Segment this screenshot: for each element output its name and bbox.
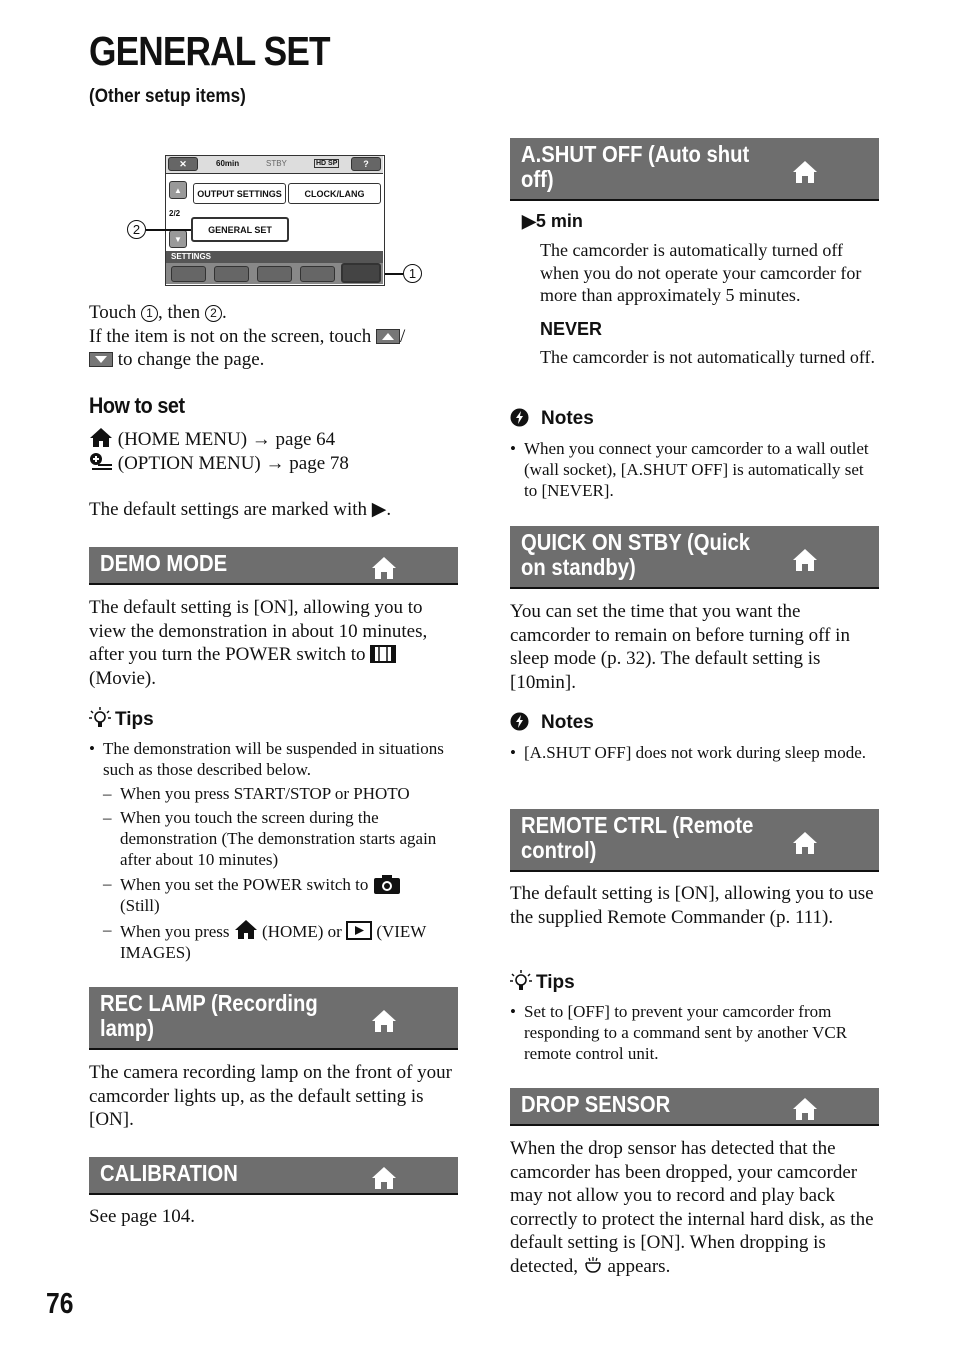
demo-sub-2: – When you touch the screen during the demonstration (The demonstration starts again after about 10 minutes) (103, 807, 457, 870)
touch-instruction (89, 301, 459, 325)
a-shut-off-notes-heading-row (510, 408, 594, 430)
home-icon (371, 555, 397, 581)
demo-sub-3: – When you set the POWER switch to (Still) (103, 873, 457, 916)
callout-2: 2 (127, 220, 146, 239)
lcd-print-category-icon[interactable] (300, 266, 335, 282)
quick-on-title: QUICK ON STBY (Quick on standby) (521, 529, 751, 580)
tips-bulb-icon (510, 970, 532, 992)
lcd-general-set-button[interactable]: GENERAL SET (191, 217, 289, 242)
drop-sensor-text-a: When the drop sensor has detected that the camcorder has been dropped, your camcorder may not allow you to record and play back correctly to protect the internal hard disk, as the default setting is [ON]. When dropping is detected, (510, 1138, 874, 1277)
a-shut-off-note-1: • When you connect your camcorder to a wall outlet (wall socket), [A.SHUT OFF] is automatically set to [NEVER]. (510, 438, 878, 501)
a-shut-off-title: A.SHUT OFF (Auto shut off) (521, 141, 750, 192)
demo-mode-text-a: The default setting is [ON], allowing you to view the demonstration in about 10 minutes, after you turn the POWER switch to (89, 597, 428, 665)
demo-mode-body (89, 596, 459, 690)
lcd-quality-label: HD SP (316, 160, 338, 167)
home-icon (371, 1165, 397, 1191)
lcd-battery-label: 60min (216, 159, 240, 168)
remote-ctrl-body: The default setting is [ON], allowing you to use the supplied Remote Commander (p. 111). (510, 883, 874, 928)
drop-sensor-body (510, 1137, 880, 1278)
default-marker-icon: ▶ (522, 211, 536, 231)
rec-lamp-header (89, 987, 458, 1050)
touch-text-b: , then (157, 302, 201, 323)
option-menu-text: (OPTION MENU) → page 78 (117, 452, 349, 474)
a-shut-off-never-desc: The camcorder is not automatically turned off. (540, 347, 876, 367)
lcd-page-up-button[interactable]: ▲ (169, 181, 187, 199)
demo-tips-list (89, 738, 457, 963)
how-to-set-heading: How to set (89, 393, 185, 418)
lcd-camera-category-icon[interactable] (171, 266, 206, 282)
quick-on-notes-heading: Notes (541, 712, 594, 733)
rec-lamp-body: The camera recording lamp on the front of your camcorder lights up, as the default setting is [ON]. (89, 1062, 452, 1130)
lcd-settings-label: SETTINGS (171, 252, 212, 261)
intro-paragraph (89, 301, 459, 372)
lcd-status-label: STBY (266, 159, 287, 168)
home-icon (89, 427, 113, 448)
lcd-help-button[interactable]: ? (351, 157, 381, 171)
demo-tips-heading: Tips (115, 709, 154, 730)
callout-1: 1 (403, 264, 422, 283)
option-menu-icon (89, 452, 113, 473)
lcd-settings-category-icon[interactable] (341, 263, 381, 283)
drop-detected-icon (583, 1257, 603, 1275)
down-arrow-button-icon (89, 352, 113, 367)
lcd-page-down-button[interactable]: ▼ (169, 230, 187, 248)
quick-on-body: You can set the time that you want the camcorder to remain on before turning off in sleep mode (p. 32). The default setting is [10min]. (510, 601, 850, 693)
remote-ctrl-title: REMOTE CTRL (Remote control) (521, 812, 754, 863)
inline-callout-1: 1 (141, 305, 158, 322)
a-shut-off-header (510, 138, 879, 201)
remote-ctrl-header (510, 809, 879, 872)
demo-mode-title: DEMO MODE (100, 550, 228, 576)
touch-text-a: Touch (89, 302, 137, 323)
drop-sensor-title: DROP SENSOR (521, 1091, 671, 1117)
calibration-header (89, 1157, 458, 1195)
notes-icon (510, 712, 529, 731)
a-shut-off-5min-desc: The camcorder is automatically turned off when you do not operate your camcorder for more than approximately 5 minutes. (540, 240, 862, 305)
remote-tips-heading: Tips (536, 972, 575, 993)
demo-mode-header (89, 547, 458, 585)
home-menu-line (89, 427, 459, 452)
a-shut-off-option-5min: ▶5 min (522, 211, 583, 231)
demo-sub-1: – When you press START/STOP or PHOTO (103, 783, 457, 804)
quick-on-header (510, 526, 879, 589)
lcd-page-indicator: 2/2 (169, 209, 181, 218)
lcd-output-settings-button[interactable]: OUTPUT SETTINGS (193, 183, 286, 204)
demo-sub-4: – When you press (HOME) or (VIEW IMAGES) (103, 919, 457, 963)
home-icon (234, 919, 258, 940)
page-title: GENERAL SET (89, 28, 330, 74)
home-icon (792, 830, 818, 856)
calibration-title: CALIBRATION (100, 1160, 238, 1186)
a-shut-off-notes-heading: Notes (541, 408, 594, 429)
tips-bulb-icon (89, 707, 111, 729)
a-shut-off-notes-list (510, 438, 878, 501)
how-to-set-body (89, 427, 459, 522)
lcd-close-button[interactable]: ✕ (168, 157, 198, 171)
remote-tips-heading-row (510, 970, 575, 994)
callout-2-line (146, 229, 191, 231)
calibration-body: See page 104. (89, 1206, 196, 1227)
quick-on-notes-heading-row (510, 712, 594, 734)
movie-icon (370, 644, 396, 663)
lcd-clock-lang-button[interactable]: CLOCK/LANG (288, 183, 381, 204)
home-icon (792, 159, 818, 185)
default-settings-note: The default settings are marked with ▶. (89, 499, 392, 520)
scroll-text-c: to change the page. (117, 349, 265, 370)
demo-mode-text-b: (Movie). (89, 667, 157, 689)
demo-tip-1: • The demonstration will be suspended in situations such as those described below. (89, 738, 457, 780)
quick-on-notes-list (510, 742, 878, 763)
up-arrow-button-icon (376, 329, 400, 344)
home-menu-text: (HOME MENU) → page 64 (117, 429, 336, 450)
touch-text-c: . (221, 302, 227, 323)
view-images-icon (346, 921, 372, 940)
notes-icon (510, 408, 529, 427)
drop-sensor-text-b: appears. (607, 1255, 671, 1277)
scroll-text-b: / (400, 325, 406, 347)
lcd-screen-illustration (165, 155, 385, 286)
lcd-settings-bar (166, 251, 383, 263)
still-camera-icon (373, 873, 401, 895)
scroll-instruction (89, 325, 459, 372)
drop-sensor-header (510, 1088, 879, 1126)
lcd-edit-category-icon[interactable] (257, 266, 292, 282)
remote-tip-1: • Set to [OFF] to prevent your camcorder from responding to a command sent by another VCR remote control unit. (510, 1001, 878, 1064)
home-icon (371, 1008, 397, 1034)
page-subtitle: (Other setup items) (89, 86, 246, 107)
home-icon (792, 547, 818, 573)
remote-tips-list (510, 1001, 878, 1064)
demo-tips-heading-row (89, 707, 154, 731)
scroll-text-a: If the item is not on the screen, touch (89, 325, 372, 347)
option-menu-line (89, 452, 459, 476)
quick-on-note-1: • [A.SHUT OFF] does not work during sleep mode. (510, 742, 878, 763)
a-shut-off-option-never: NEVER (540, 319, 603, 339)
lcd-play-category-icon[interactable] (214, 266, 249, 282)
rec-lamp-title: REC LAMP (Recording lamp) (100, 990, 318, 1041)
inline-callout-2: 2 (205, 305, 222, 322)
page-number: 76 (46, 1288, 74, 1320)
home-icon (792, 1096, 818, 1122)
callout-1-line (385, 273, 403, 275)
